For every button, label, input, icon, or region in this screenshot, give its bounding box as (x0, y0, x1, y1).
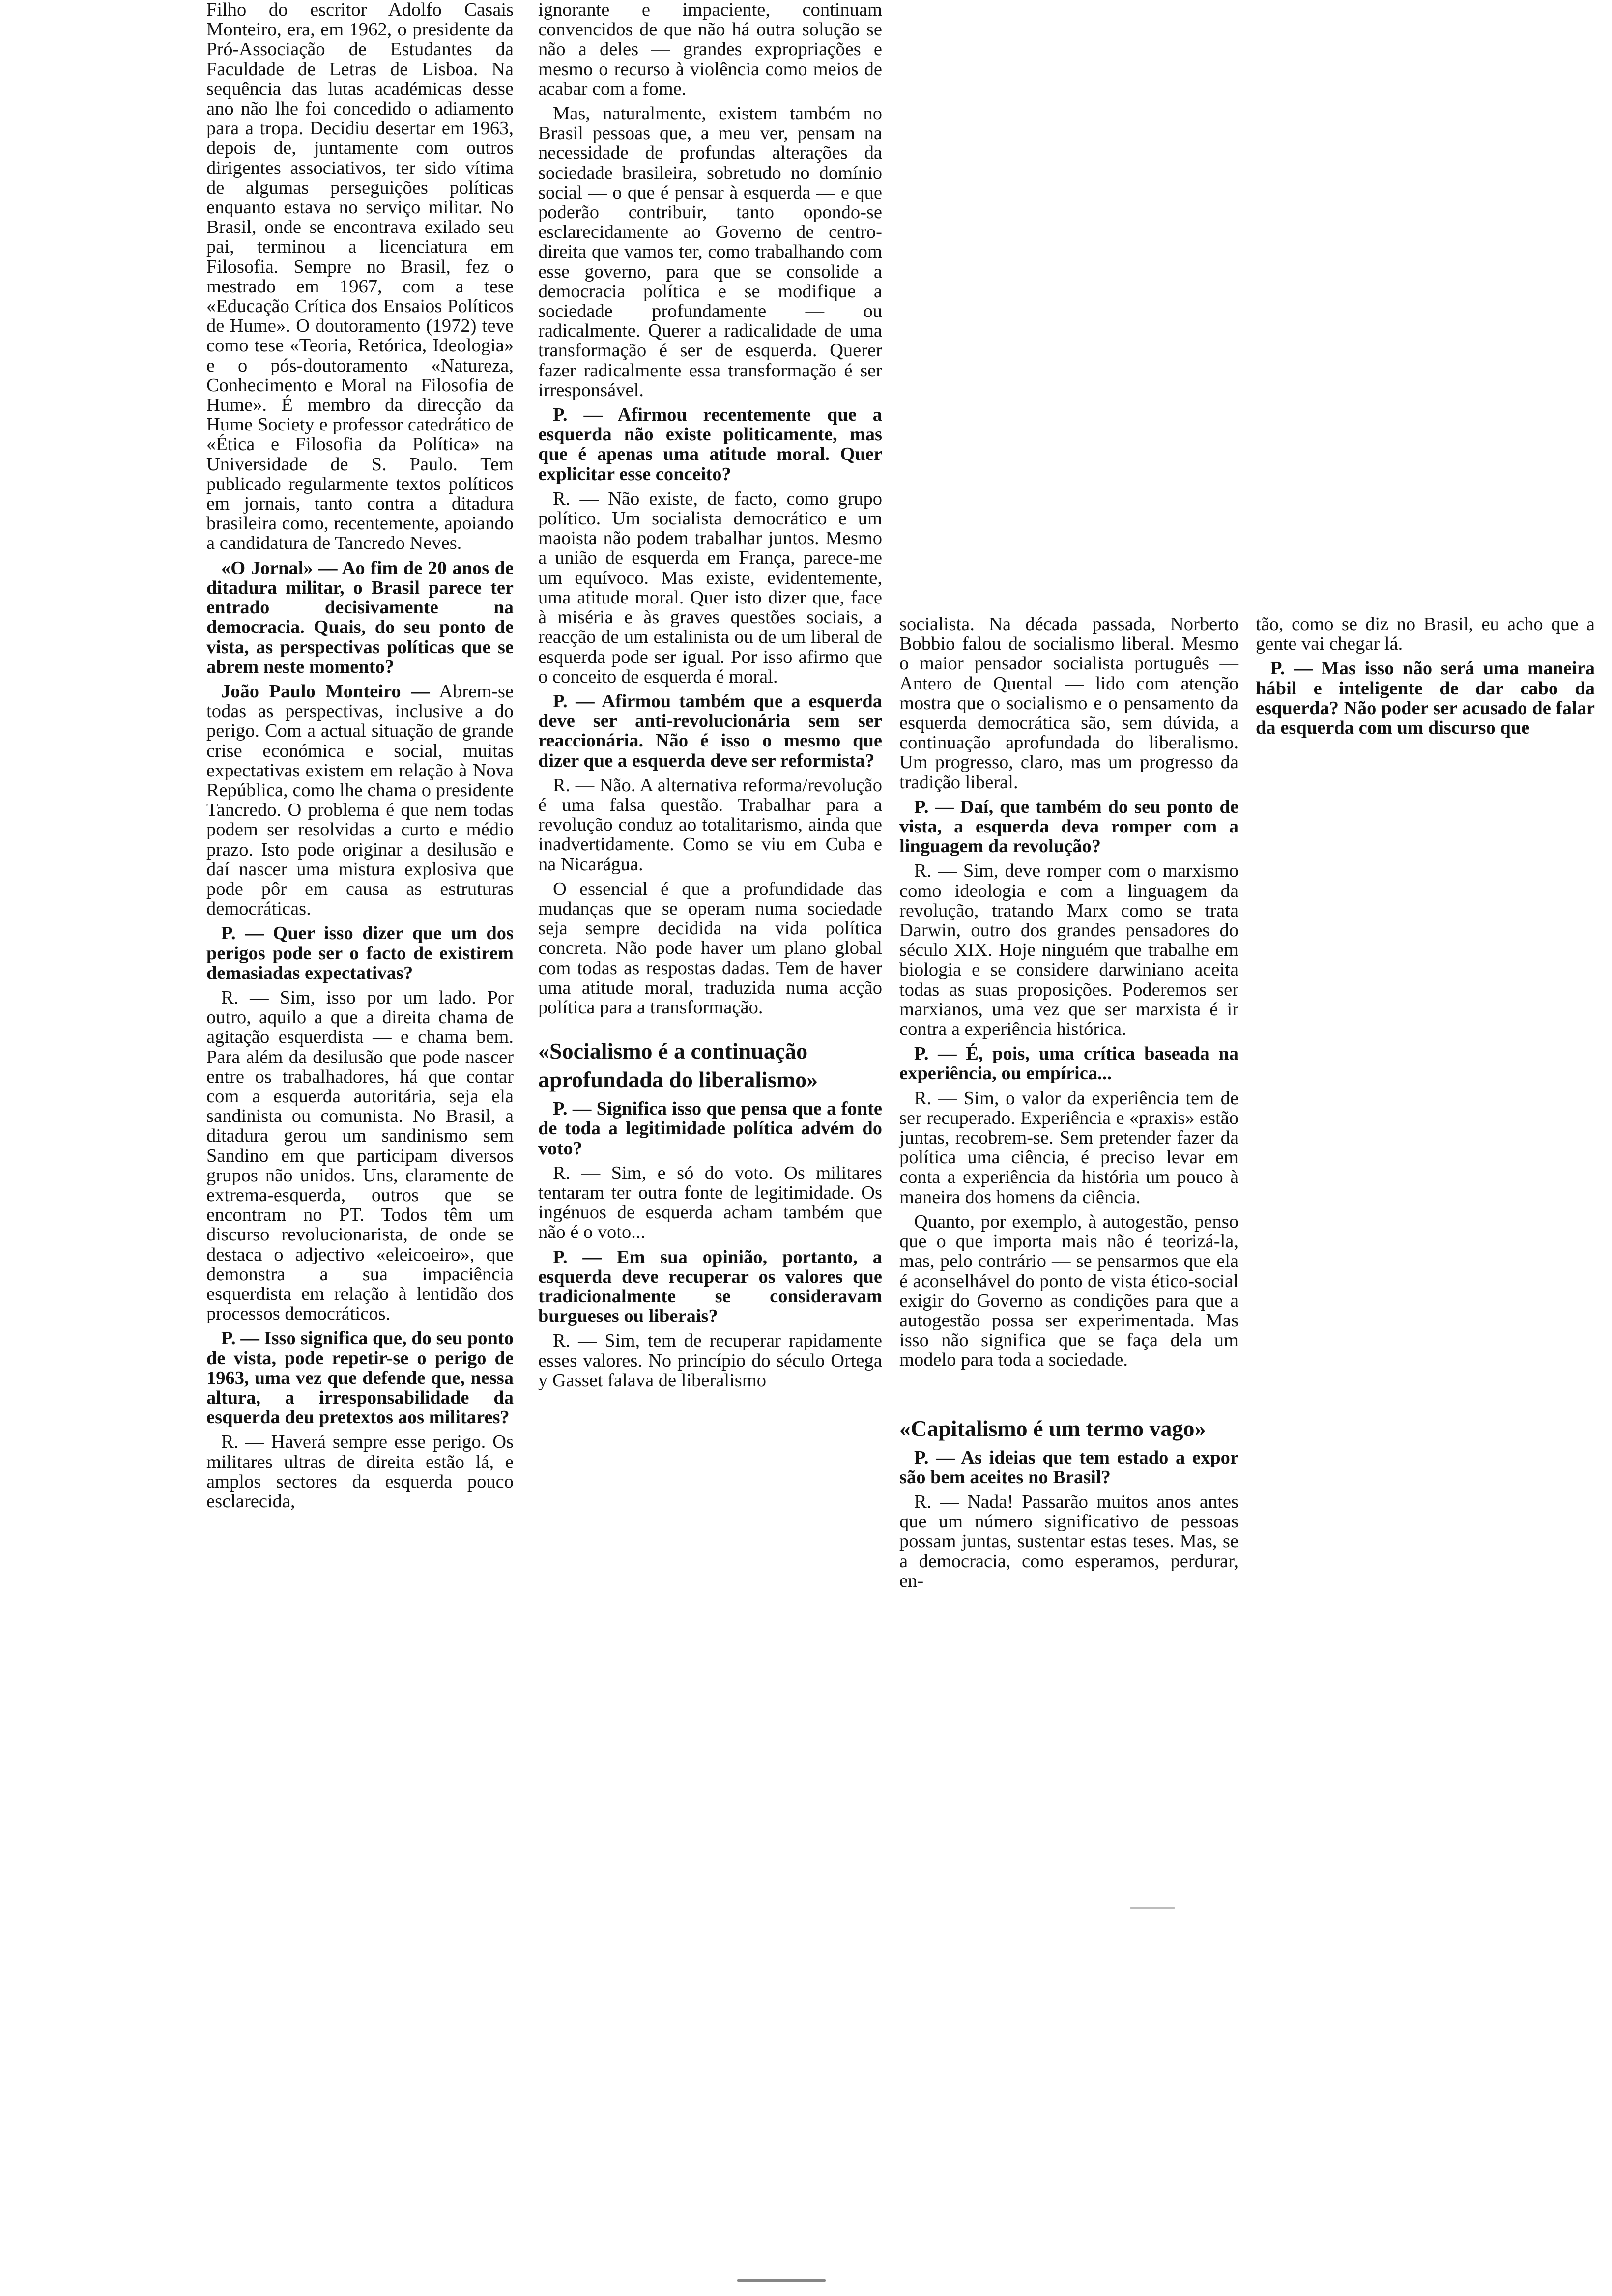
interview-answer: O essencial é que a profundidade das mudanças que se operam numa sociedade seja sempre decidida na vida política concreta. Não pode haver um plano global com todas as respostas dadas. Tem de haver uma atitude moral, traduzida numa acção política para a transformação. (538, 878, 882, 1018)
section-heading: «Capitalismo é um termo vago» (899, 1415, 1206, 1441)
article-column-2 (538, 0, 882, 1395)
interview-question: P. — Afirmou recentemente que a esquerda não existe politicamente, mas que é apenas uma atitude moral. Quer explicitar esse conceito? (538, 404, 882, 485)
interview-answer-continued: socialista. Na década passada, Norberto Bobbio falou de socialismo liberal. Mesmo o maior pensador socialista português — Antero de Quental — lido com atenção mostra que o socialismo e o pensamento da esquerda democrática são, sem dúvida, a continuação aprofundada do liberalismo. Um progresso, claro, mas um progresso da tradição liberal. (899, 614, 1238, 793)
interview-answer: R. — Sim, e só do voto. Os militares tentaram ter outra fonte de legitimidade. Os ingénuos de esquerda acham também que não é o voto... (538, 1162, 882, 1243)
interview-question: P. — Daí, que também do seu ponto de vista, a esquerda deva romper com a linguagem da revolução? (899, 796, 1238, 857)
interview-answer: R. — Não existe, de facto, como grupo político. Um socialista democrático e um maoista não podem trabalhar juntos. Mesmo a união de esquerda em França, parece-me um equívoco. Mas existe, evidentemente, uma atitude moral. Quer isto dizer que, face à miséria e às graves questões sociais, a reacção de um estalinista ou de um liberal de esquerda pode ser igual. Por isso afirmo que o conceito de esquerda é moral. (538, 488, 882, 687)
interview-answer-continued: tão, como se diz no Brasil, eu acho que a gente vai chegar lá. (1256, 614, 1595, 655)
article-column-4 (1256, 614, 1595, 743)
interview-answer: Mas, naturalmente, existem também no Brasil pessoas que, a meu ver, pensam na necessidade de profundas alterações da sociedade brasileira, sobretudo no domínio social — o que é pensar à esquerda — e que poderão contribuir, tanto opondo-se esclarecidamente ao Governo de centro-direita que vamos ter, como trabalhando com esse governo, para que se consolide a democracia política e se modifique a sociedade profundamente — ou radicalmente. Querer a radicalidade de uma transformação é ser de esquerda. Querer fazer radicalmente essa transformação é ser irresponsável. (538, 103, 882, 401)
article-column-1 (206, 0, 514, 1516)
print-smudge (1130, 1907, 1175, 1909)
interview-question: P. — Quer isso dizer que um dos perigos pode ser o facto de existirem demasiadas expectativas? (206, 923, 514, 983)
interview-answer: R. — Haverá sempre esse perigo. Os militares ultras de direita estão lá, e amplos sectores da esquerda pouco esclarecida, (206, 1432, 514, 1512)
interview-question: P. — Isso significa que, do seu ponto de vista, pode repetir-se o perigo de 1963, uma vez que defende que, nessa altura, a irresponsabilidade da esquerda deu pretextos aos militares? (206, 1328, 514, 1428)
interview-question: P. — É, pois, uma crítica baseada na experiência, ou empírica... (899, 1043, 1238, 1084)
section-heading: «Socialismo é a continuação aprofundada do liberalismo» (538, 1038, 818, 1092)
interview-answer (206, 682, 514, 918)
interview-question: P. — Afirmou também que a esquerda deve ser anti-revolucionária sem ser reaccionária. Não é isso o mesmo que dizer que a esquerda deve ser reformista? (538, 690, 882, 771)
interview-question: P. — Significa isso que pensa que a fonte de toda a legitimidade política advém do voto? (538, 1098, 882, 1159)
interview-answer: R. — Nada! Passarão muitos anos antes que um número significativo de pessoas possam juntas, sustentar estas teses. Mas, se a democracia, como esperamos, perdurar, en- (899, 1491, 1238, 1591)
interview-answer: R. — Sim, isso por um lado. Por outro, aquilo a que a direita chama de agitação esquerdista — e chama bem. Para além da desilusão que pode nascer entre os trabalhadores, há que contar com a esquerda autoritária, seja ela sandinista ou comunista. No Brasil, a ditadura gerou um sandinismo sem Sandino em que participam diversos grupos não unidos. Uns, claramente de extrema-esquerda, outros que se encontram no PT. Todos têm um discurso revolucionarista, de onde se destaca o adjectivo «eleicoeiro», que demonstra a sua impaciência esquerdista em relação à lentidão dos processos democráticos. (206, 987, 514, 1324)
interviewee-name: João Paulo Monteiro — (221, 681, 430, 702)
interview-answer: R. — Sim, tem de recuperar rapidamente esses valores. No princípio do século Ortega y Gasset falava de liberalismo (538, 1330, 882, 1391)
interview-question: P. — Em sua opinião, portanto, a esquerda deve recuperar os valores que tradicionalmente se consideravam burgueses ou liberais? (538, 1246, 882, 1327)
interview-answer: R. — Sim, deve romper com o marxismo como ideologia e com a linguagem da revolução, tratando Marx como se trata Darwin, outro dos grandes pensadores do século XIX. Hoje ninguém que trabalhe em biologia e se considere darwiniano aceita todas as suas proposições. Poderemos ser marxianos, uma vez que ser marxista é ir contra a experiência histórica. (899, 861, 1238, 1040)
interview-answer-continued: ignorante e impaciente, continuam convencidos de que não há outra solução se não a deles — grandes expropriações e mesmo o recurso à violência como meios de acabar com a fome. (538, 0, 882, 99)
interview-answer: Quanto, por exemplo, à autogestão, penso que o que importa mais não é teorizá-la, mas, pelo contrário — se pensarmos que ela é aconselhável do ponto de vista ético-social exigir do Governo as condições para que a autogestão possa ser experimentada. Mas isso não significa que se faça dela um modelo para toda a sociedade. (899, 1211, 1238, 1371)
print-smudge (737, 2279, 826, 2282)
interview-question: P. — As ideias que tem estado a expor são bem aceites no Brasil? (899, 1447, 1238, 1488)
interview-question: P. — Mas isso não será uma maneira hábil e inteligente de dar cabo da esquerda? Não poder ser acusado de falar da esquerda com um discurso que (1256, 658, 1595, 739)
author-bio-paragraph: Filho do escritor Adolfo Casais Monteiro, era, em 1962, o presidente da Pró-Associação de Estudantes da Faculdade de Letras de Lisboa. Na sequência das lutas académicas desse ano não lhe foi concedido o adiamento para a tropa. Decidiu desertar em 1963, depois de, juntamente com outros dirigentes associativos, ter sido vítima de algumas perseguições políticas enquanto estava no serviço militar. No Brasil, onde se encontrava exilado seu pai, terminou a licenciatura em Filosofia. Sempre no Brasil, fez o mestrado em 1967, com a tese «Educação Crítica dos Ensaios Políticos de Hume». O doutoramento (1972) teve como tese «Teoria, Retórica, Ideologia» e o pós-doutoramento «Natureza, Conhecimento e Moral na Filosofia de Hume». É membro da direcção da Hume Society e professor catedrático de «Ética e Filosofia da Política» na Universidade de S. Paulo. Tem publicado regularmente textos políticos em jornais, tanto contra a ditadura brasileira como, recentemente, apoiando a candidatura de Tancredo Neves. (206, 0, 514, 554)
interview-answer: R. — Sim, o valor da experiência tem de ser recuperado. Experiência e «praxis» estão juntas, recobrem-se. Sem pretender fazer da política uma ciência, é preciso levar em conta a experiência da história um pouco à maneira dos homens da ciência. (899, 1088, 1238, 1207)
interview-answer: R. — Não. A alternativa reforma/revolução é uma falsa questão. Trabalhar para a revolução conduz ao totalitarismo, ainda que inadvertidamente. Como se viu em Cuba e na Nicarágua. (538, 775, 882, 875)
interview-question: «O Jornal» — Ao fim de 20 anos de ditadura militar, o Brasil parece ter entrado decisivamente na democracia. Quais, do seu ponto de vista, as perspectivas políticas que se abrem neste momento? (206, 557, 514, 677)
answer-text: Abrem-se todas as perspectivas, inclusive a do perigo. Com a actual situação de grande crise económica e social, muitas expectativas existem em relação à Nova República, como lhe chama o presidente Tancredo. O problema é que nem todas podem ser resolvidas a curto e médio prazo. Isto pode originar a desilusão e daí nascer uma mistura explosiva que pode pôr em causa as estruturas democráticas. (206, 681, 514, 919)
article-column-3 (899, 614, 1238, 1596)
